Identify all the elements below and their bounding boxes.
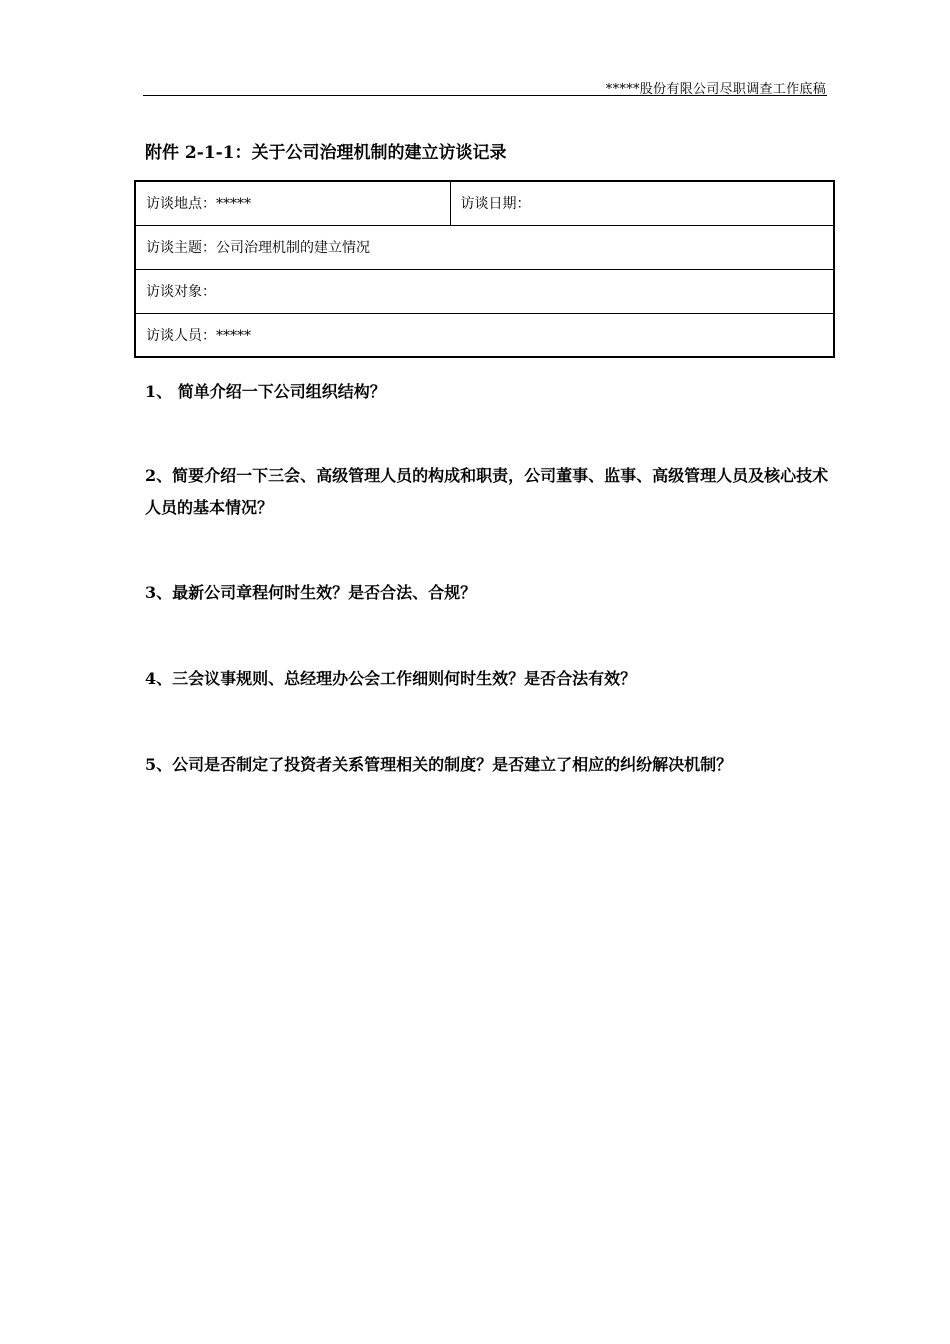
interview-info-table bbox=[134, 180, 835, 358]
question-2: 2、简要介绍一下三会、高级管理人员的构成和职责，公司董事、监事、高级管理人员及核心技术人员的基本情况？ bbox=[145, 466, 829, 517]
question-4: 4、三会议事规则、总经理办公会工作细则何时生效？是否合法有效？ bbox=[145, 669, 637, 688]
question-1: 1、 简单介绍一下公司组织结构？ bbox=[145, 382, 386, 401]
interview-topic-cell: 访谈主题：公司治理机制的建立情况 bbox=[135, 225, 834, 269]
question-3: 3、最新公司章程何时生效？是否合法、合规？ bbox=[145, 583, 477, 602]
interview-date-cell: 访谈日期： bbox=[450, 181, 834, 225]
table-row bbox=[135, 313, 834, 357]
interview-staff-cell: 访谈人员：***** bbox=[135, 313, 834, 357]
interview-subject-cell: 访谈对象： bbox=[135, 269, 834, 313]
document-title: 附件 2-1-1：关于公司治理机制的建立访谈记录 bbox=[145, 143, 507, 163]
interview-location-cell: 访谈地点：***** bbox=[135, 181, 450, 225]
table-row bbox=[135, 181, 834, 225]
page-header-text: *****股份有限公司尽职调查工作底稿 bbox=[605, 82, 826, 97]
table-row bbox=[135, 225, 834, 269]
table-row bbox=[135, 269, 834, 313]
question-5: 5、公司是否制定了投资者关系管理相关的制度？是否建立了相应的纠纷解决机制？ bbox=[145, 755, 733, 774]
header-divider bbox=[143, 95, 827, 96]
